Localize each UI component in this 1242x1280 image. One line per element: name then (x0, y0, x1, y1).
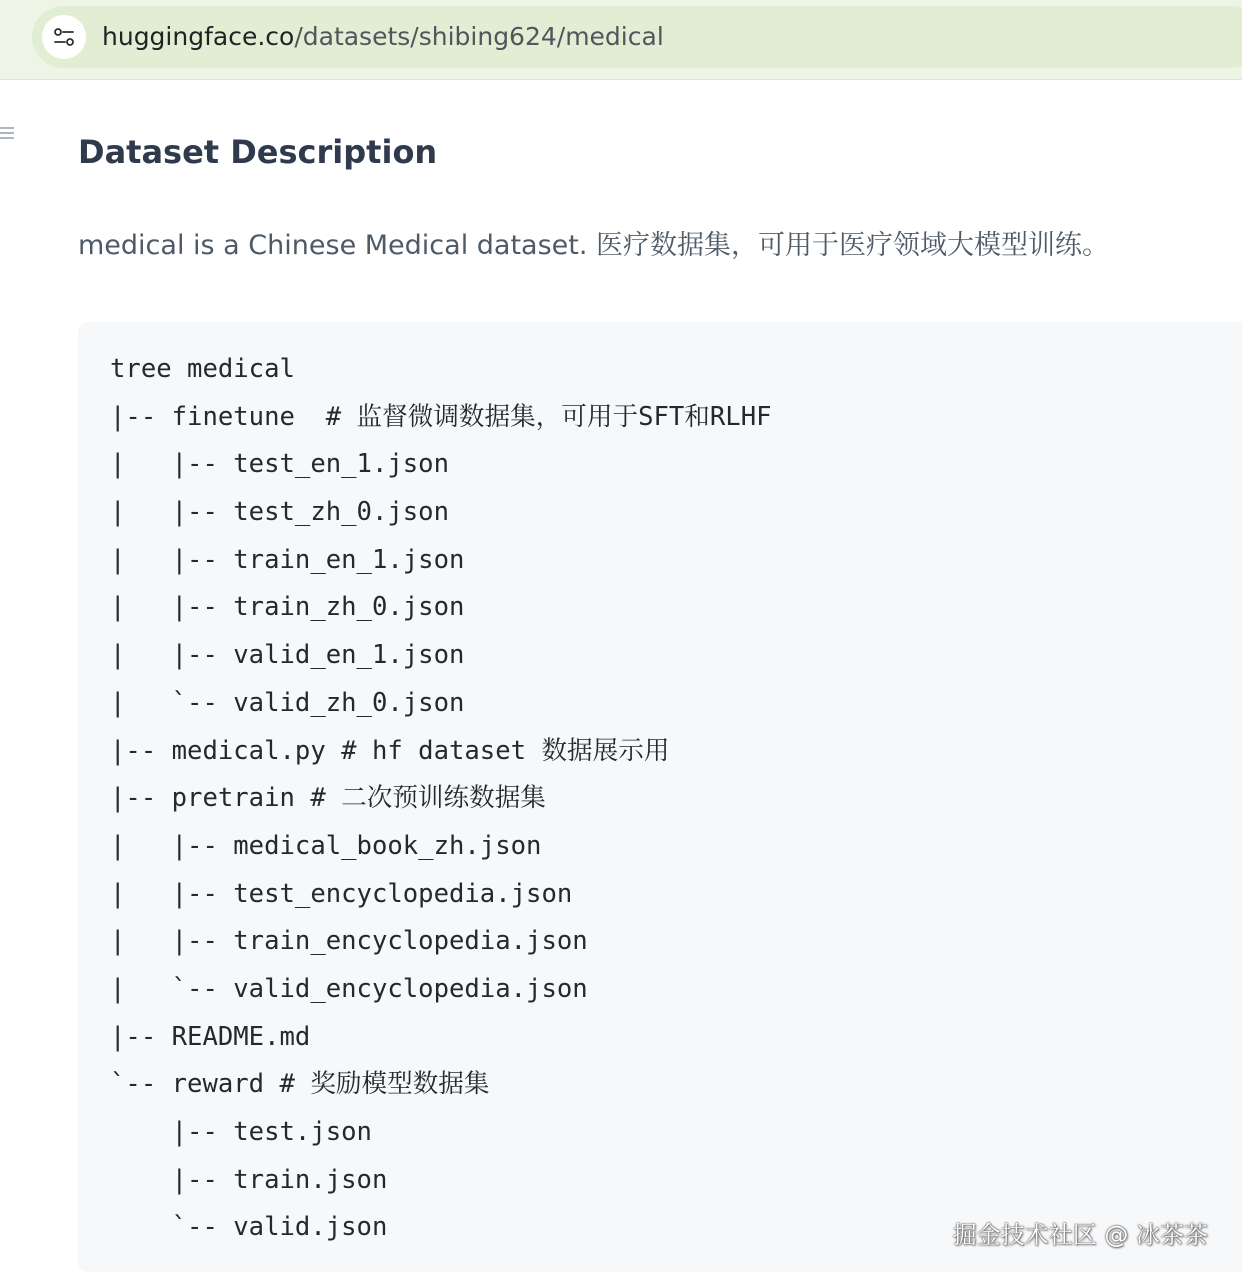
section-heading: Dataset Description (78, 133, 438, 171)
code-line: |-- train.json (110, 1164, 388, 1195)
code-line: |-- medical.py # hf dataset 数据展示用 (110, 735, 670, 766)
code-line: |-- test.json (110, 1117, 372, 1147)
url-text[interactable] (102, 20, 664, 54)
dataset-description: medical is a Chinese Medical dataset. 医疗数据集，可用于医疗领域大模型训练。 (78, 230, 1110, 261)
code-line: | |-- train_encyclopedia.json (110, 926, 588, 957)
code-line: | |-- test_en_1.json (110, 449, 449, 480)
address-bar[interactable] (32, 6, 1242, 68)
code-line: | |-- test_zh_0.json (110, 497, 449, 528)
list-icon[interactable] (0, 125, 16, 141)
code-line: | |-- test_encyclopedia.json (110, 878, 573, 909)
code-line: | `-- valid_encyclopedia.json (110, 973, 588, 1004)
code-line: | |-- valid_en_1.json (110, 640, 465, 671)
code-line: | |-- medical_book_zh.json (110, 830, 542, 861)
code-line: | `-- valid_zh_0.json (110, 687, 465, 718)
url-path: /datasets/shibing624/medical (294, 22, 664, 51)
site-settings-button[interactable] (42, 15, 86, 59)
code-line: |-- finetune # 监督微调数据集，可用于SFT和RLHF (110, 401, 772, 432)
browser-toolbar (0, 0, 1242, 80)
watermark: 掘金技术社区 @ 冰茶茶 (952, 1221, 1208, 1249)
code-lines (110, 346, 772, 1252)
code-line: `-- valid.json (110, 1212, 388, 1243)
code-block (78, 322, 1242, 1272)
tune-icon (52, 25, 76, 49)
url-host: huggingface.co (102, 22, 295, 51)
code-line: |-- README.md (110, 1021, 311, 1052)
code-line: tree medical (110, 354, 295, 384)
code-line: | |-- train_en_1.json (110, 544, 465, 575)
code-line: |-- pretrain # 二次预训练数据集 (110, 783, 546, 814)
code-line: | |-- train_zh_0.json (110, 592, 465, 623)
code-line: `-- reward # 奖励模型数据集 (110, 1069, 490, 1100)
